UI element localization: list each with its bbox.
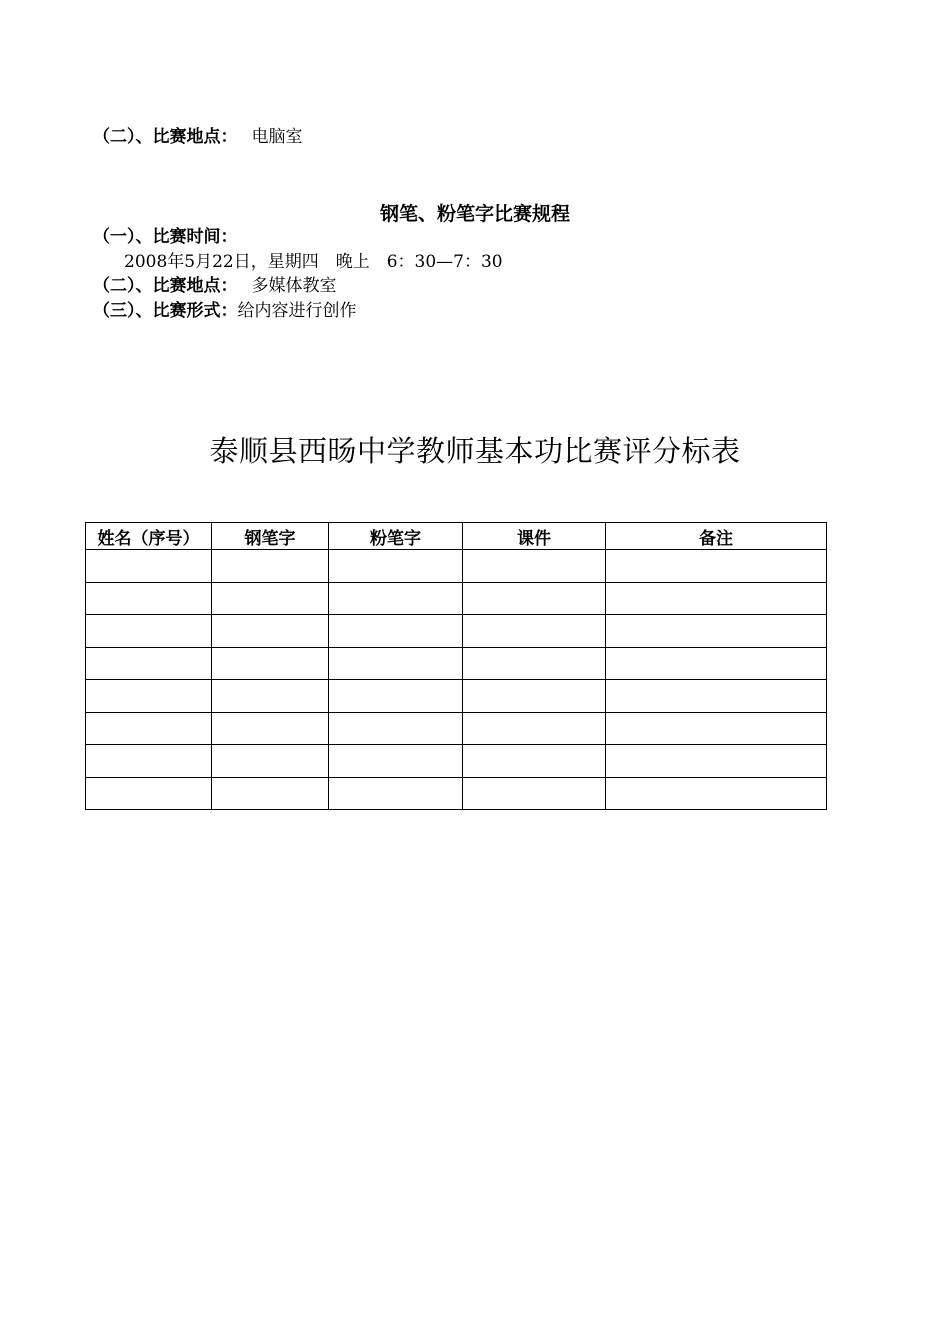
table-cell (86, 745, 212, 778)
time-value: 2008年5月22日，星期四 晚上 6：30—7：30 (124, 252, 503, 272)
table-row (86, 647, 827, 680)
table-cell (212, 712, 329, 745)
location-label: （二）、比赛地点： (93, 276, 238, 296)
header-courseware: 课件 (463, 523, 606, 550)
table-cell (329, 582, 463, 615)
header-remarks: 备注 (606, 523, 827, 550)
table-cell (212, 647, 329, 680)
table-cell (463, 615, 606, 648)
table-row (86, 745, 827, 778)
table-cell (463, 712, 606, 745)
location-value: 多媒体教室 (251, 276, 337, 296)
table-cell (606, 712, 827, 745)
table-cell (463, 647, 606, 680)
table-cell (86, 647, 212, 680)
table-cell (212, 777, 329, 810)
header-name: 姓名（序号） (86, 523, 212, 550)
table-cell (463, 777, 606, 810)
table-cell (86, 582, 212, 615)
table-cell (329, 745, 463, 778)
header-pen: 钢笔字 (212, 523, 329, 550)
format-line (93, 300, 357, 322)
top-location-label: （二）、比赛地点： (93, 127, 238, 147)
location-line (93, 275, 337, 297)
table-cell (329, 615, 463, 648)
pen-chalk-title: 钢笔、粉笔字比赛规程 (379, 203, 570, 225)
table-cell (606, 745, 827, 778)
top-location-value: 电脑室 (251, 127, 303, 147)
table-cell (606, 777, 827, 810)
header-chalk: 粉笔字 (329, 523, 463, 550)
table-cell (86, 680, 212, 713)
time-line (93, 226, 238, 248)
top-location-line (93, 126, 303, 148)
table-cell (212, 615, 329, 648)
table-row (86, 550, 827, 583)
table-cell (329, 680, 463, 713)
format-value: 给内容进行创作 (237, 301, 357, 321)
table-cell (463, 680, 606, 713)
table-cell (86, 777, 212, 810)
table-cell (606, 647, 827, 680)
table-cell (606, 680, 827, 713)
time-value-line (124, 251, 503, 273)
table-cell (463, 745, 606, 778)
table-cell (463, 582, 606, 615)
table-cell (86, 615, 212, 648)
table-cell (463, 550, 606, 583)
table-cell (86, 550, 212, 583)
table-cell (212, 680, 329, 713)
table-cell (86, 712, 212, 745)
table-cell (212, 550, 329, 583)
score-table-title: 泰顺县西旸中学教师基本功比赛评分标表 (209, 434, 741, 468)
table-row (86, 680, 827, 713)
table-row (86, 582, 827, 615)
time-label: （一）、比赛时间： (93, 227, 238, 247)
table-cell (606, 550, 827, 583)
table-cell (329, 712, 463, 745)
format-label: （三）、比赛形式： (93, 301, 238, 321)
table-cell (329, 777, 463, 810)
table-cell (329, 550, 463, 583)
table-cell (212, 745, 329, 778)
table-row (86, 712, 827, 745)
table-cell (212, 582, 329, 615)
table-header-row (86, 523, 827, 550)
score-table (85, 522, 827, 810)
table-cell (329, 647, 463, 680)
table-cell (606, 582, 827, 615)
table-row (86, 777, 827, 810)
table-cell (606, 615, 827, 648)
table-row (86, 615, 827, 648)
